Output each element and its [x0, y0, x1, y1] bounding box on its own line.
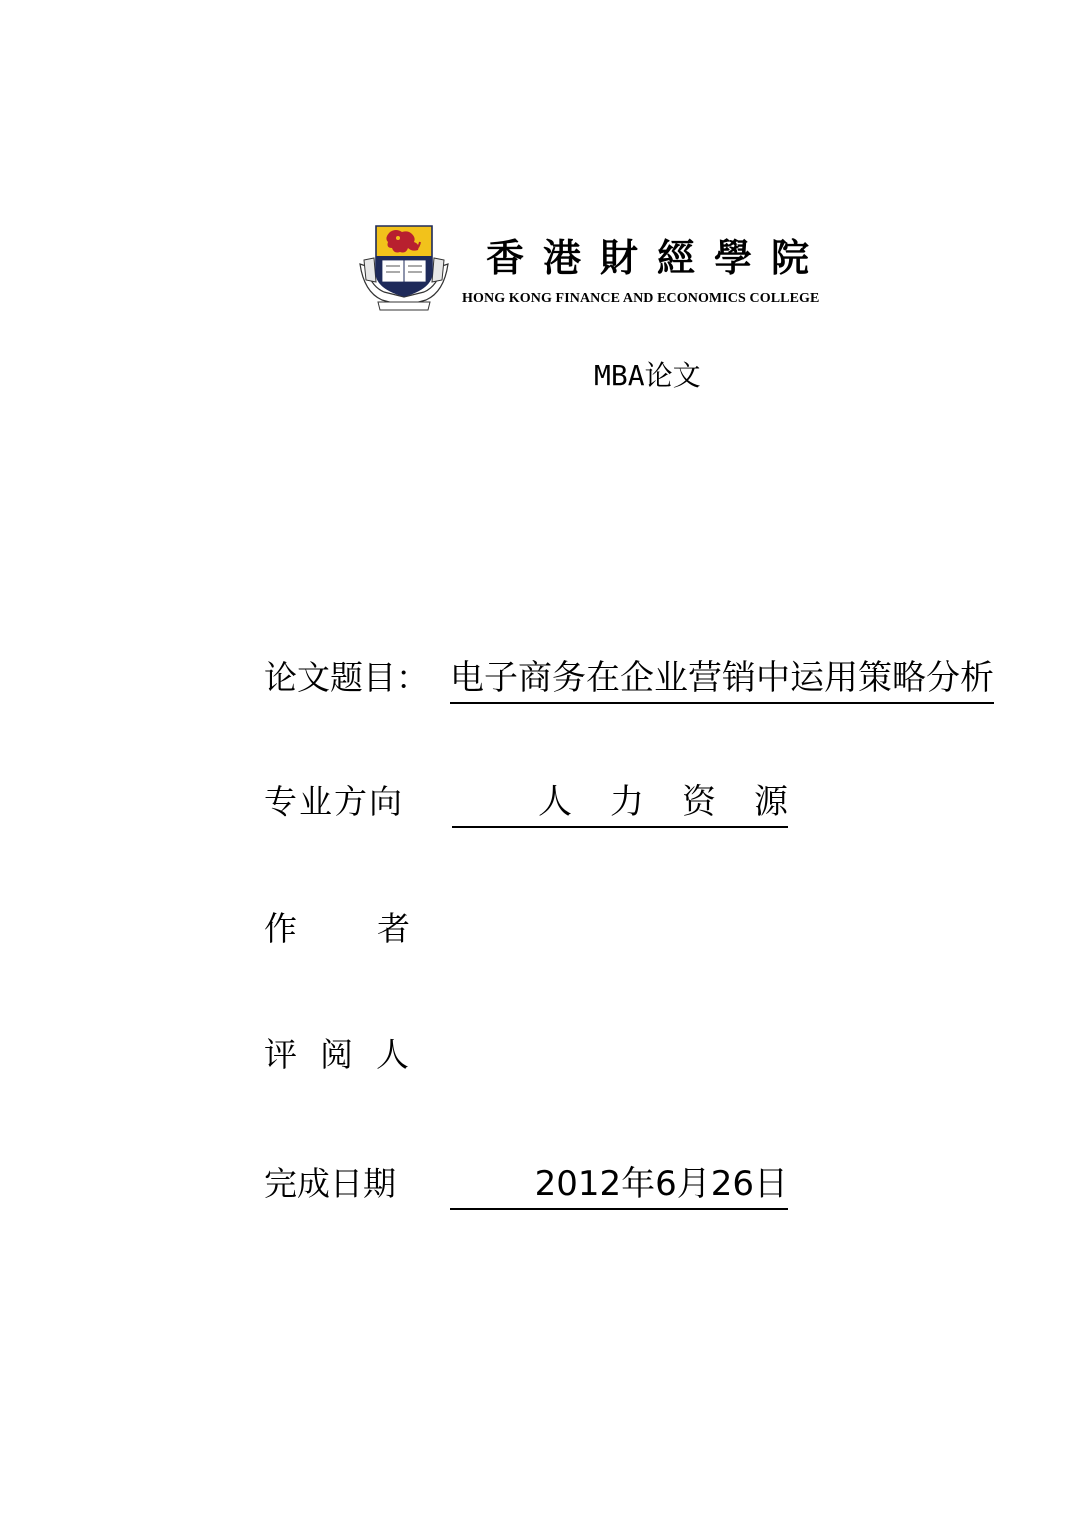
author-label-char-1: 作 [264, 909, 297, 948]
thesis-title-label: 论文题目： [264, 658, 429, 697]
thesis-title-value: 电子商务在企业营销中运用策略分析 [450, 656, 994, 704]
major-value: 人力资源 [538, 782, 826, 822]
completion-date-value: 2012年6月26日 [450, 1162, 788, 1210]
document-type: MBA论文 [594, 359, 701, 392]
reviewer-label-char-3: 人 [376, 1035, 409, 1074]
reviewer-label-char-2: 阅 [320, 1035, 353, 1074]
major-label: 专业方向 [264, 782, 404, 821]
college-name-chinese: 香港財經學院 [486, 235, 829, 280]
college-name-english: HONG KONG FINANCE AND ECONOMICS COLLEGE [462, 291, 820, 306]
author-label [264, 907, 410, 951]
college-crest-logo [358, 222, 450, 312]
college-header [358, 222, 858, 314]
reviewer-label [264, 1033, 409, 1077]
completion-date-label: 完成日期 [264, 1164, 396, 1203]
reviewer-label-char-1: 评 [264, 1035, 297, 1074]
major-value-field [452, 780, 826, 828]
author-label-char-2: 者 [377, 909, 410, 948]
